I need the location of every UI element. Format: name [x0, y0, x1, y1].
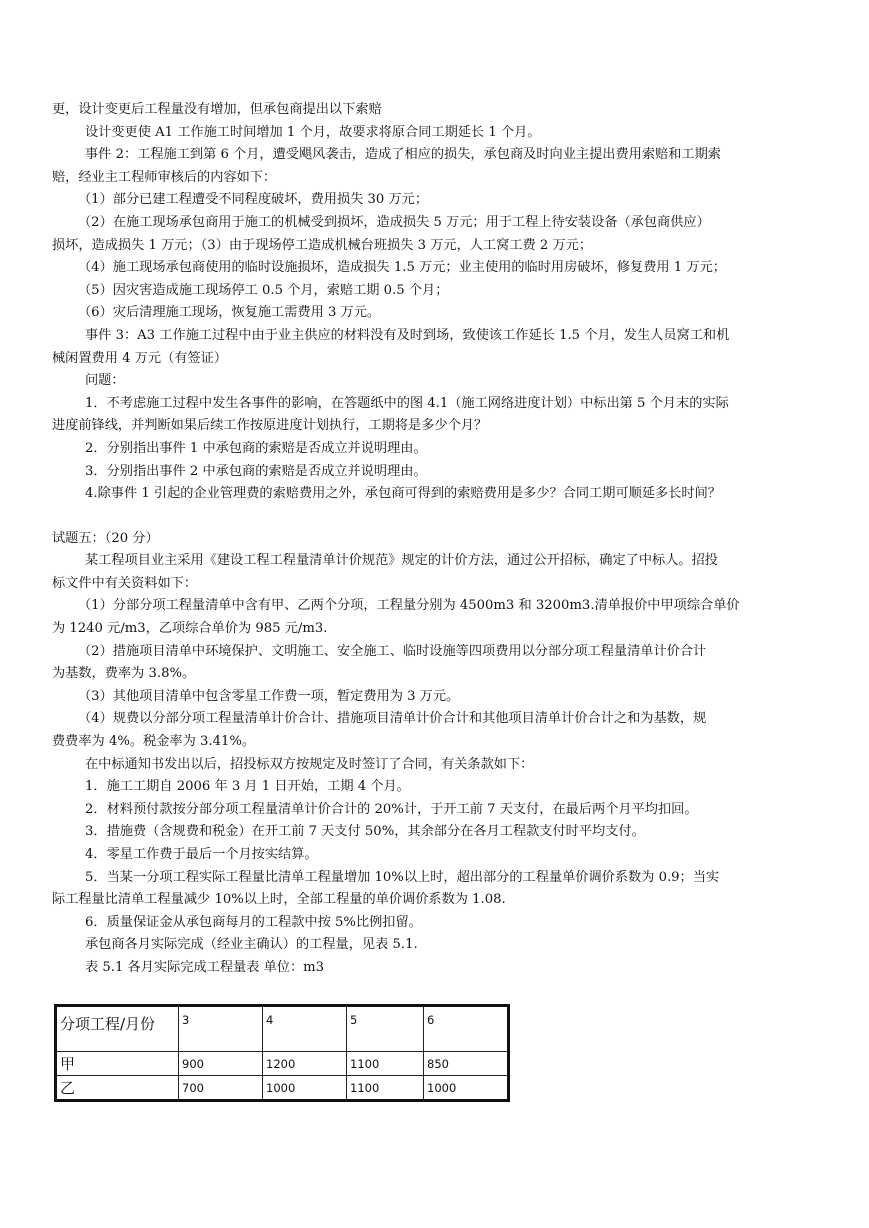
- table-row-label: 乙: [56, 1076, 179, 1101]
- section-title: 试题五：（20 分）: [52, 530, 159, 546]
- text-line: 赔，经业主工程师审核后的内容如下：: [52, 169, 277, 185]
- text-line: 为基数，费率为 3.8%。: [52, 666, 196, 682]
- text-line: （2）措施项目清单中环境保护、文明施工、安全施工、临时设施等四项费用以分部分项工程量清单计价合计: [78, 643, 707, 659]
- text-line: 4.除事件 1 引起的企业管理费的索赔费用之外，承包商可得到的索赔费用是多少？合同工期可顺延多长时间？: [85, 486, 721, 502]
- text-line: 5．当某一分项工程实际工程量比清单工程量增加 10%以上时，超出部分的工程量单价调价系数为 0.9；当实: [85, 869, 720, 885]
- table-header-row: [56, 1006, 509, 1052]
- text-line: 承包商各月实际完成（经业主确认）的工程量，见表 5.1.: [85, 937, 418, 953]
- quantity-table: [54, 1004, 510, 1102]
- table-cell: 1000: [263, 1076, 347, 1101]
- text-line: 在中标通知书发出以后，招投标双方按规定及时签订了合同，有关条款如下：: [85, 756, 534, 772]
- table-header-cell: 分项工程/月份: [56, 1006, 179, 1052]
- text-line: （4）施工现场承包商使用的临时设施损坏，造成损失 1.5 万元；业主使用的临时用房破坏，修复费用 1 万元；: [78, 260, 726, 276]
- text-line: 2．材料预付款按分部分项工程量清单计价合计的 20%计，于开工前 7 天支付，在最后两个月平均扣回。: [85, 801, 698, 817]
- text-line: 际工程量比清单工程量减少 10%以上时，全部工程量的单价调价系数为 1.08.: [52, 892, 506, 908]
- text-line: 损坏，造成损失 1 万元；（3）由于现场停工造成机械台班损失 3 万元，人工窝工费 2 万元；: [52, 237, 593, 253]
- text-line: 3．分别指出事件 2 中承包商的索赔是否成立并说明理由。: [85, 463, 427, 479]
- table-row-label: 甲: [56, 1052, 179, 1076]
- text-line: 6．质量保证金从承包商每月的工程款中按 5%比例扣留。: [85, 914, 422, 930]
- text-line: 某工程项目业主采用《建设工程工程量清单计价规范》规定的计价方法，通过公开招标，确定了中标人。招投: [85, 553, 718, 569]
- text-line: 问题：: [85, 373, 125, 389]
- table-row: [56, 1052, 509, 1076]
- table-cell: 1100: [347, 1052, 424, 1076]
- table-row: [56, 1076, 509, 1101]
- table-cell: 1000: [424, 1076, 509, 1101]
- text-line: （1）分部分项工程量清单中含有甲、乙两个分项，工程量分别为 4500m3 和 3200m3.清单报价中甲项综合单价: [78, 598, 740, 614]
- table-cell: 900: [179, 1052, 263, 1076]
- text-line: 械闲置费用 4 万元（有签证）: [52, 350, 228, 366]
- text-line: （6）灾后清理施工现场，恢复施工需费用 3 万元。: [78, 305, 381, 321]
- text-line: 标文件中有关资料如下：: [52, 575, 198, 591]
- text-line: （2）在施工现场承包商用于施工的机械受到损坏，造成损失 5 万元；用于工程上待安装设备（承包商供应）: [78, 214, 710, 230]
- text-line: 事件 3：A3 工作施工过程中由于业主供应的材料没有及时到场，致使该工作延长 1.5 个月，发生人员窝工和机: [85, 327, 730, 343]
- table-cell: 700: [179, 1076, 263, 1101]
- text-line: （1）部分已建工程遭受不同程度破坏，费用损失 30 万元；: [78, 192, 429, 208]
- text-line: 事件 2：工程施工到第 6 个月，遭受飓风袭击，造成了相应的损失，承包商及时向业主提出费用索赔和工期索: [85, 147, 721, 163]
- table-cell: 1100: [347, 1076, 424, 1101]
- text-line: 费费率为 4%。税金率为 3.41%。: [52, 734, 256, 750]
- table-header-cell: 4: [263, 1006, 347, 1052]
- table-cell: 1200: [263, 1052, 347, 1076]
- text-line: 更，设计变更后工程量没有增加，但承包商提出以下索赔: [52, 102, 382, 117]
- table-caption: 表 5.1 各月实际完成工程量表 单位：m3: [85, 959, 325, 975]
- document-body: [52, 99, 822, 980]
- table-header-cell: 5: [347, 1006, 424, 1052]
- text-line: （3）其他项目清单中包含零星工作费一项，暂定费用为 3 万元。: [78, 688, 460, 704]
- table-cell: 850: [424, 1052, 509, 1076]
- paragraph-gap: [52, 506, 822, 528]
- text-line: （4）规费以分部分项工程量清单计价合计、措施项目清单计价合计和其他项目清单计价合计之和为基数，规: [78, 711, 707, 727]
- text-line: 1．施工工期自 2006 年 3 月 1 日开始，工期 4 个月。: [85, 779, 410, 795]
- text-line: 4．零星工作费于最后一个月按实结算。: [85, 847, 318, 862]
- text-line: 2．分别指出事件 1 中承包商的索赔是否成立并说明理由。: [85, 440, 427, 456]
- text-line: 进度前锋线，并判断如果后续工作按原进度计划执行，工期将是多少个月？: [52, 418, 488, 434]
- text-line: （5）因灾害造成施工现场停工 0.5 个月，索赔工期 0.5 个月；: [78, 282, 449, 298]
- text-line: 为 1240 元/m3，乙项综合单价为 985 元/m3.: [52, 621, 328, 637]
- text-line: 3．措施费（含规费和税金）在开工前 7 天支付 50%，其余部分在各月工程款支付时平均支付。: [85, 824, 645, 840]
- text-line: 设计变更使 A1 工作施工时间增加 1 个月，故要求将原合同工期延长 1 个月。: [85, 124, 541, 140]
- table-header-cell: 6: [424, 1006, 509, 1052]
- text-line: 1．不考虑施工过程中发生各事件的影响，在答题纸中的图 4.1（施工网络进度计划）中标出第 5 个月末的实际: [85, 395, 729, 411]
- table-header-cell: 3: [179, 1006, 263, 1052]
